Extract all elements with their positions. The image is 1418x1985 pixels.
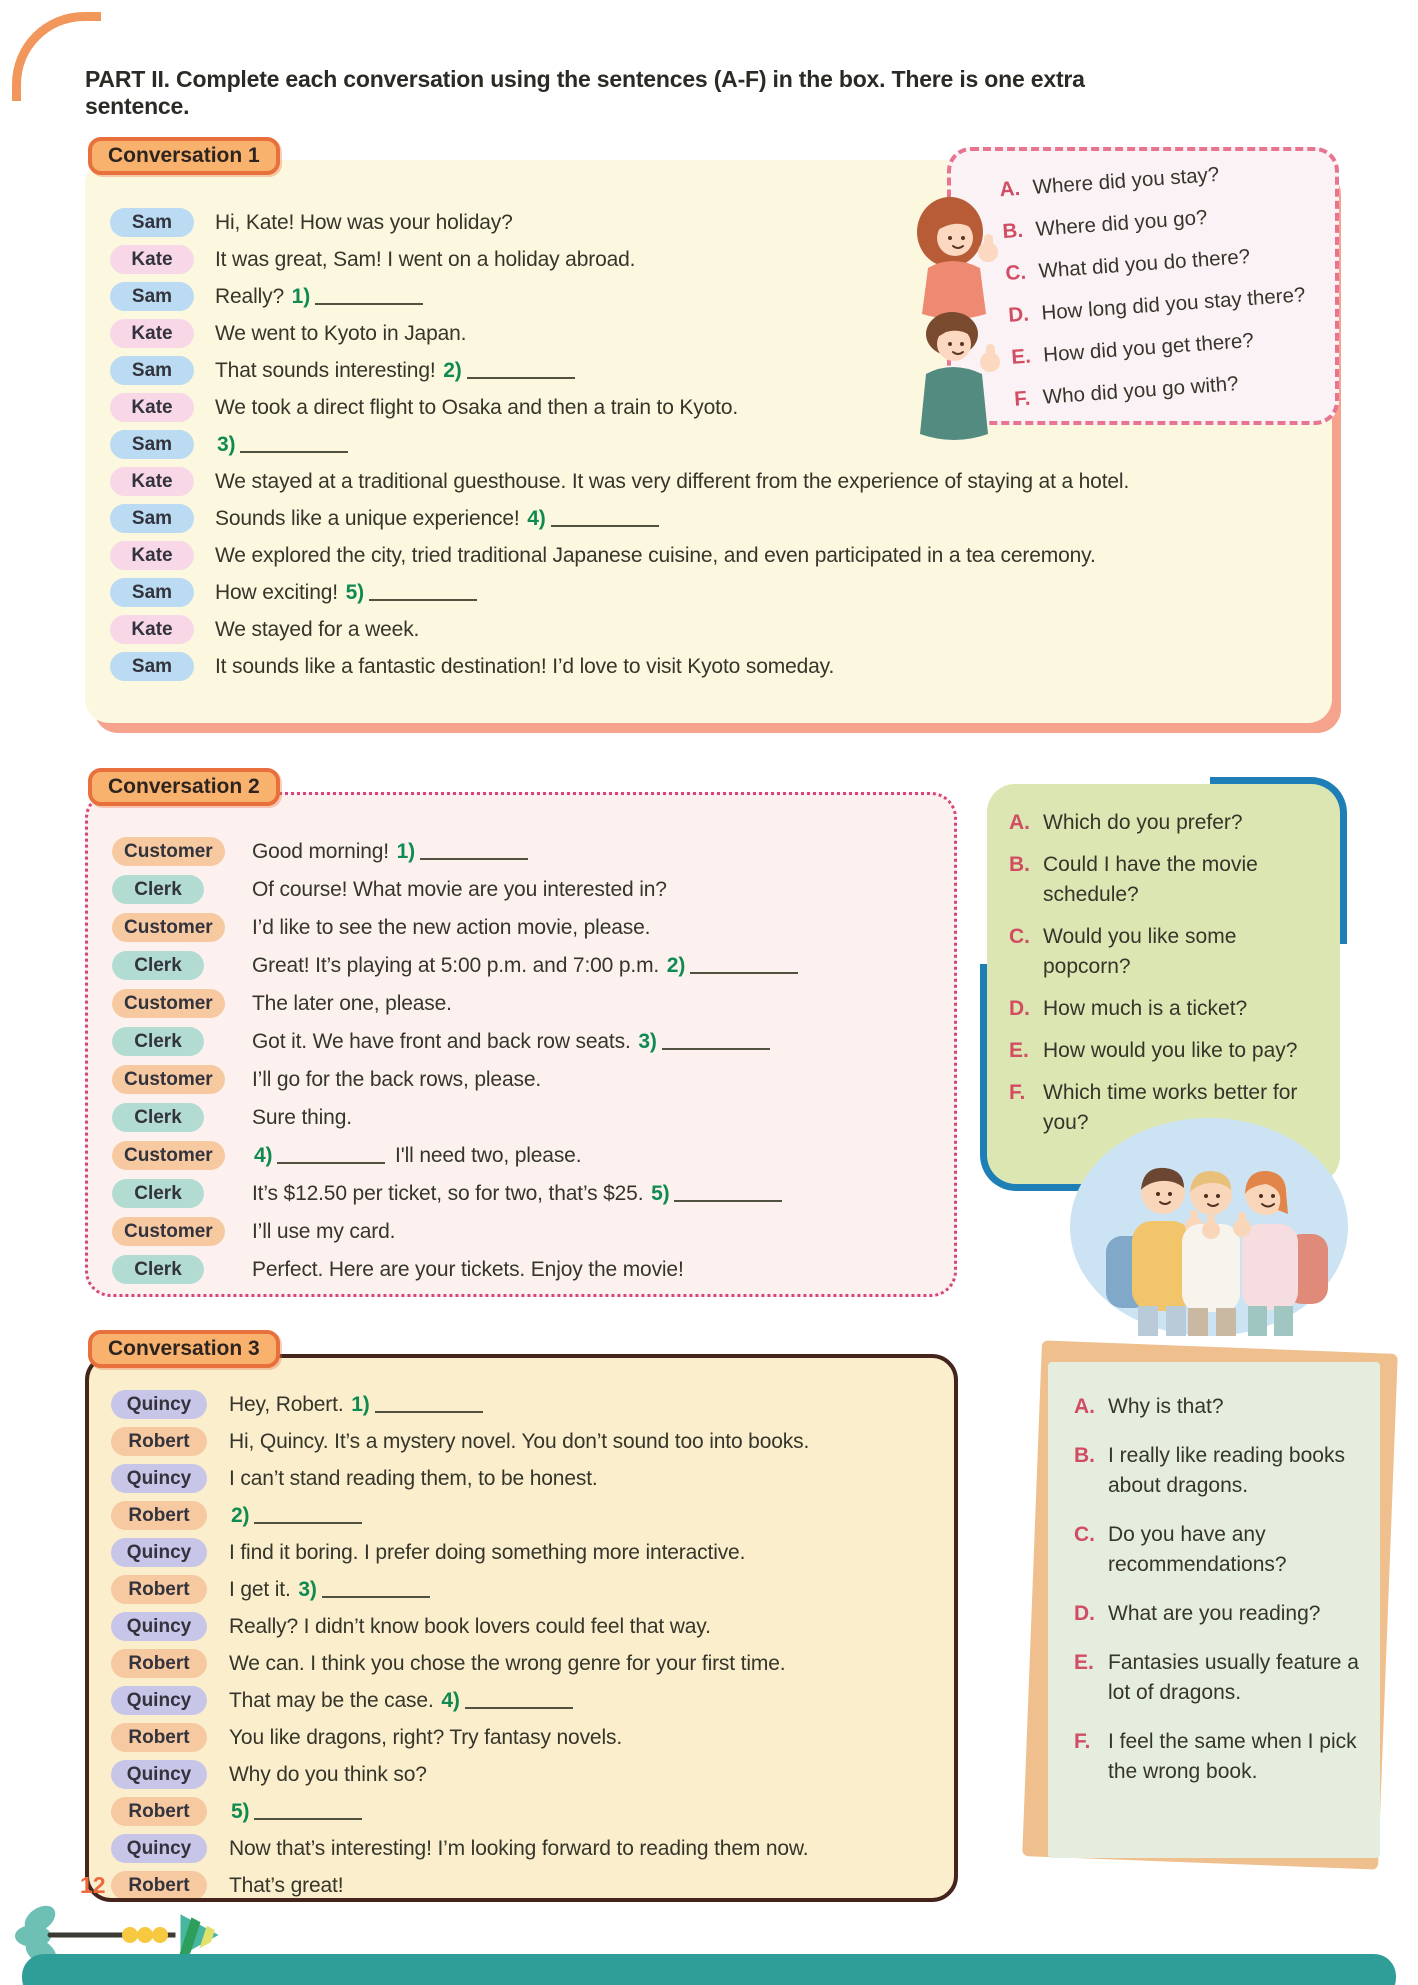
speaker-pill-column — [110, 352, 215, 385]
dialogue-text: I find it boring. I prefer doing something more interactive. — [229, 1541, 746, 1564]
speaker-pill-column — [112, 985, 252, 1018]
speaker-pill-column — [111, 1460, 229, 1493]
speaker-pill-column — [111, 1571, 229, 1604]
dialogue-text: Sounds like a unique experience! 4) — [215, 500, 663, 537]
dialogue-line — [111, 1608, 946, 1645]
option-text: I feel the same when I pick the wrong book. — [1108, 1730, 1357, 1783]
blank-number: 3) — [217, 433, 236, 456]
dialogue-line — [111, 1830, 946, 1867]
option-letter: D. — [1074, 1602, 1095, 1625]
dialogue-text: How exciting! 5) — [215, 574, 481, 611]
dialogue-line — [111, 1682, 946, 1719]
option-letter: D. — [1009, 997, 1030, 1020]
dialogue-line — [112, 909, 946, 947]
dialogue-text: Got it. We have front and back row seats. 3) — [252, 1023, 774, 1061]
speaker-pill: Robert — [111, 1723, 207, 1752]
speaker-pill-column — [110, 611, 215, 644]
dialogue-text: That’s great! — [229, 1874, 344, 1897]
speaker-pill-column — [112, 1023, 252, 1056]
speaker-pill: Sam — [110, 578, 194, 607]
blank-number: 2) — [666, 954, 686, 977]
dialogue-line — [110, 463, 1314, 500]
speaker-pill: Sam — [110, 356, 194, 385]
speaker-pill: Robert — [111, 1427, 207, 1456]
dialogue-text: I’d like to see the new action movie, please. — [252, 916, 651, 939]
option-text: What did you do there? — [1032, 244, 1251, 284]
answer-option — [1009, 1036, 1328, 1066]
dialogue-text: Hi, Quincy. It’s a mystery novel. You don’t sound too into books. — [229, 1430, 810, 1453]
speaker-pill-column — [110, 537, 215, 570]
dialogue-line — [112, 1023, 946, 1061]
speaker-pill: Customer — [112, 989, 225, 1018]
speaker-pill: Quincy — [111, 1538, 207, 1567]
dialogue-line — [112, 1213, 946, 1251]
speaker-pill-column — [110, 500, 215, 533]
dialogue-text: I’ll go for the back rows, please. — [252, 1068, 542, 1091]
option-text: How would you like to pay? — [1043, 1039, 1298, 1062]
speaker-pill-column — [110, 463, 215, 496]
option-text: I really like reading books about dragons. — [1108, 1444, 1345, 1497]
answer-option — [1009, 850, 1328, 910]
dialogue-line — [111, 1497, 946, 1534]
option-letter: C. — [1074, 1523, 1095, 1546]
dialogue-line — [111, 1793, 946, 1830]
blank-number: 3) — [638, 1030, 657, 1053]
bottom-band-decoration — [22, 1954, 1396, 1985]
answer-blank — [375, 1397, 483, 1413]
speaker-pill: Sam — [110, 282, 194, 311]
answer-option — [1074, 1441, 1366, 1501]
option-letter: C. — [1009, 925, 1030, 948]
answer-option — [1009, 922, 1328, 982]
friends-thumbs-up-illustration — [1070, 1118, 1348, 1336]
dialogue-text: Really? I didn’t know book lovers could feel that way. — [229, 1615, 711, 1638]
dialogue-text: Great! It’s playing at 5:00 p.m. and 7:00 p.m. 2) — [252, 947, 802, 985]
answer-blank — [690, 958, 798, 974]
option-text: Who did you go with? — [1036, 372, 1240, 410]
speaker-pill: Quincy — [111, 1390, 207, 1419]
dialogue-line — [111, 1571, 946, 1608]
dialogue-line — [111, 1423, 946, 1460]
speaker-pill: Clerk — [112, 1027, 204, 1056]
option-text: Where did you stay? — [1026, 162, 1220, 200]
speaker-pill: Kate — [110, 541, 194, 570]
blank-number: 2) — [231, 1504, 250, 1527]
speaker-pill: Sam — [110, 504, 194, 533]
speaker-pill: Robert — [111, 1797, 207, 1826]
answer-blank — [369, 585, 477, 601]
dialogue-text: You like dragons, right? Try fantasy novels. — [229, 1726, 623, 1749]
dialogue-text: Perfect. Here are your tickets. Enjoy the movie! — [252, 1258, 684, 1281]
speaker-pill-column — [112, 1099, 252, 1132]
dialogue-line — [112, 833, 946, 871]
dialogue-line — [112, 1137, 946, 1175]
speaker-pill-column — [110, 648, 215, 681]
dialogue-line — [111, 1645, 946, 1682]
answer-option — [1009, 808, 1328, 838]
blank-number: 1) — [351, 1393, 370, 1416]
option-text: Which do you prefer? — [1043, 811, 1243, 834]
speaker-pill-column — [110, 315, 215, 348]
answer-blank — [465, 1693, 573, 1709]
speaker-pill: Robert — [111, 1649, 207, 1678]
dialogue-text — [215, 426, 352, 463]
speaker-pill-column — [111, 1719, 229, 1752]
conversation-3-badge: Conversation 3 — [88, 1330, 280, 1368]
speaker-pill-column — [112, 1137, 252, 1170]
option-text: Could I have the movie schedule? — [1043, 853, 1258, 906]
speaker-pill-column — [110, 241, 215, 274]
speaker-pill-column — [111, 1534, 229, 1567]
dialogue-text: We went to Kyoto in Japan. — [215, 322, 467, 345]
option-text: How much is a ticket? — [1043, 997, 1248, 1020]
option-letter: F. — [1009, 1081, 1026, 1104]
speaker-pill-column — [112, 947, 252, 980]
speaker-pill-column — [112, 909, 252, 942]
speaker-pill: Quincy — [111, 1834, 207, 1863]
speaker-pill: Clerk — [112, 1179, 204, 1208]
dialogue-line — [112, 1175, 946, 1213]
dialogue-text: 4) I'll need two, please. — [254, 1144, 582, 1167]
speaker-pill: Kate — [110, 245, 194, 274]
speaker-pill: Customer — [112, 1065, 225, 1094]
speaker-pill: Quincy — [111, 1760, 207, 1789]
option-letter: F. — [1013, 386, 1032, 411]
dialogue-line — [112, 1061, 946, 1099]
conversation-1-options-list — [998, 147, 1331, 420]
speaker-pill: Kate — [110, 467, 194, 496]
blank-number: 4) — [527, 507, 546, 530]
conversation-2-box — [85, 792, 957, 1297]
speaker-pill: Robert — [111, 1575, 207, 1604]
answer-blank — [322, 1582, 430, 1598]
blank-number: 4) — [254, 1144, 273, 1167]
speaker-pill: Quincy — [111, 1612, 207, 1641]
dialogue-text: That sounds interesting! 2) — [215, 352, 579, 389]
dialogue-text: We can. I think you chose the wrong genre for your first time. — [229, 1652, 786, 1675]
speaker-pill: Quincy — [111, 1464, 207, 1493]
dialogue-line — [110, 574, 1314, 611]
option-text: Would you like some popcorn? — [1043, 925, 1237, 978]
speaker-pill-column — [110, 278, 215, 311]
speaker-pill-column — [110, 389, 215, 422]
dialogue-text: It was great, Sam! I went on a holiday abroad. — [215, 248, 636, 271]
dialogue-text: Now that’s interesting! I’m looking forward to reading them now. — [229, 1837, 809, 1860]
dialogue-line — [111, 1386, 946, 1423]
speaker-pill-column — [112, 833, 252, 866]
dialogue-line — [111, 1534, 946, 1571]
speaker-pill: Kate — [110, 615, 194, 644]
speaker-pill-column — [111, 1682, 229, 1715]
option-letter: E. — [1010, 344, 1032, 369]
dialogue-text: That may be the case. 4) — [229, 1682, 577, 1719]
answer-option — [1074, 1392, 1366, 1422]
dialogue-text: We stayed at a traditional guesthouse. It was very different from the experience of staying at a hotel. — [215, 470, 1130, 493]
speaker-pill-column — [111, 1830, 229, 1863]
dialogue-text: I’ll use my card. — [252, 1220, 396, 1243]
peeking-characters-illustration — [906, 186, 1004, 444]
speaker-pill-column — [112, 1251, 252, 1284]
dialogue-line — [111, 1460, 946, 1497]
dialogue-line — [110, 426, 1314, 463]
dialogue-line — [110, 648, 1314, 685]
dialogue-text: The later one, please. — [252, 992, 452, 1015]
speaker-pill: Customer — [112, 837, 225, 866]
dialogue-line — [112, 1099, 946, 1137]
speaker-pill-column — [110, 574, 215, 607]
option-letter: C. — [1004, 260, 1027, 286]
dialogue-text: It’s $12.50 per ticket, so for two, that’s $25. 5) — [252, 1175, 786, 1213]
speaker-pill-column — [111, 1497, 229, 1530]
speaker-pill: Sam — [110, 430, 194, 459]
option-letter: E. — [1009, 1039, 1029, 1062]
dialogue-line — [112, 871, 946, 909]
option-text: Where did you go? — [1029, 205, 1209, 242]
option-text: Fantasies usually feature a lot of dragons. — [1108, 1651, 1359, 1704]
blank-number: 3) — [298, 1578, 317, 1601]
answer-blank — [240, 437, 348, 453]
option-letter: A. — [998, 176, 1021, 202]
dialogue-line — [110, 537, 1314, 574]
option-letter: A. — [1074, 1395, 1095, 1418]
speaker-pill-column — [110, 204, 215, 237]
blank-number: 5) — [231, 1800, 250, 1823]
conversation-1-options-box — [947, 147, 1339, 425]
speaker-pill: Kate — [110, 319, 194, 348]
option-letter: B. — [1001, 218, 1024, 244]
option-letter: B. — [1009, 853, 1030, 876]
blank-number: 4) — [441, 1689, 460, 1712]
dialogue-text: Hi, Kate! How was your holiday? — [215, 211, 513, 234]
answer-option — [1009, 994, 1328, 1024]
speaker-pill-column — [111, 1386, 229, 1419]
answer-blank — [420, 844, 528, 860]
answer-blank — [467, 363, 575, 379]
dialogue-line — [111, 1756, 946, 1793]
option-letter: E. — [1074, 1651, 1094, 1674]
speaker-pill: Sam — [110, 208, 194, 237]
option-text: Why is that? — [1108, 1395, 1224, 1418]
conversation-1-badge: Conversation 1 — [88, 137, 280, 175]
speaker-pill: Robert — [111, 1871, 207, 1900]
blank-number: 5) — [345, 581, 364, 604]
blank-number: 2) — [443, 359, 462, 382]
dialogue-text: Hey, Robert. 1) — [229, 1386, 487, 1423]
speaker-pill: Customer — [112, 1141, 225, 1170]
dialogue-text: We took a direct flight to Osaka and then a train to Kyoto. — [215, 396, 739, 419]
answer-option — [1074, 1648, 1366, 1708]
dialogue-text — [229, 1497, 366, 1534]
answer-blank — [662, 1034, 770, 1050]
dialogue-text: Of course! What movie are you interested in? — [252, 878, 667, 901]
answer-blank — [315, 289, 423, 305]
dialogue-line — [110, 500, 1314, 537]
speaker-pill: Clerk — [112, 951, 204, 980]
answer-option — [1074, 1599, 1366, 1629]
answer-blank — [254, 1508, 362, 1524]
answer-option — [1074, 1727, 1366, 1787]
option-letter: D. — [1007, 302, 1030, 327]
dialogue-text — [229, 1793, 366, 1830]
speaker-pill: Quincy — [111, 1686, 207, 1715]
speaker-pill-column — [111, 1793, 229, 1826]
dialogue-line — [112, 985, 946, 1023]
speaker-pill: Clerk — [112, 1103, 204, 1132]
part-ii-instruction: PART II. Complete each conversation using the sentences (A-F) in the box. There is one extra sentence. — [85, 66, 1085, 119]
option-text: Do you have any recommendations? — [1108, 1523, 1287, 1576]
speaker-pill-column — [111, 1608, 229, 1641]
conversation-2-options-list — [1009, 808, 1328, 1138]
speaker-pill-column — [110, 426, 215, 459]
option-letter: B. — [1074, 1444, 1095, 1467]
option-text: How long did you stay there? — [1035, 283, 1307, 326]
dialogue-text: I can’t stand reading them, to be honest. — [229, 1467, 598, 1490]
conversation-2-badge: Conversation 2 — [88, 768, 280, 806]
blank-number: 1) — [291, 285, 311, 308]
speaker-pill: Robert — [111, 1501, 207, 1530]
answer-blank — [277, 1148, 385, 1164]
speaker-pill-column — [111, 1423, 229, 1456]
conversation-3-box — [85, 1354, 958, 1902]
speaker-pill: Customer — [112, 1217, 225, 1246]
speaker-pill-column — [111, 1645, 229, 1678]
speaker-pill-column — [112, 1061, 252, 1094]
speaker-pill: Kate — [110, 393, 194, 422]
conversation-3-dialogue — [111, 1386, 946, 1902]
option-letter: A. — [1009, 811, 1030, 834]
speaker-pill: Clerk — [112, 1255, 204, 1284]
dialogue-text: Really? 1) — [215, 278, 427, 315]
dialogue-text: It sounds like a fantastic destination! I’d love to visit Kyoto someday. — [215, 655, 835, 678]
answer-blank — [674, 1186, 782, 1202]
conversation-3-options-list — [1074, 1392, 1366, 1787]
speaker-pill: Customer — [112, 913, 225, 942]
dialogue-line — [112, 1251, 946, 1289]
speaker-pill-column — [112, 871, 252, 904]
speaker-pill: Clerk — [112, 875, 204, 904]
dialogue-text: Sure thing. — [252, 1106, 352, 1129]
option-text: Which time works better for you? — [1043, 1081, 1298, 1134]
speaker-pill-column — [112, 1175, 252, 1208]
dialogue-text: We explored the city, tried traditional Japanese cuisine, and even participated in a tea ceremony. — [215, 544, 1096, 567]
speaker-pill-column — [112, 1213, 252, 1246]
speaker-pill: Sam — [110, 652, 194, 681]
answer-option — [1074, 1520, 1366, 1580]
blank-number: 5) — [651, 1182, 670, 1205]
option-text: How did you get there? — [1036, 328, 1255, 367]
conversation-2-dialogue — [112, 833, 946, 1289]
dialogue-text: We stayed for a week. — [215, 618, 420, 641]
dialogue-text: Why do you think so? — [229, 1763, 427, 1786]
blank-number: 1) — [396, 840, 416, 863]
conversation-3-options-box — [1048, 1362, 1380, 1858]
speaker-pill-column — [111, 1756, 229, 1789]
dialogue-line — [111, 1719, 946, 1756]
dialogue-line — [110, 611, 1314, 648]
dialogue-text: Good morning! 1) — [252, 833, 532, 871]
dialogue-text: I get it. 3) — [229, 1571, 434, 1608]
page-number: 12 — [80, 1872, 106, 1898]
option-letter: F. — [1074, 1730, 1091, 1753]
option-text: What are you reading? — [1108, 1602, 1321, 1625]
answer-blank — [551, 511, 659, 527]
dialogue-line — [112, 947, 946, 985]
answer-blank — [254, 1804, 362, 1820]
